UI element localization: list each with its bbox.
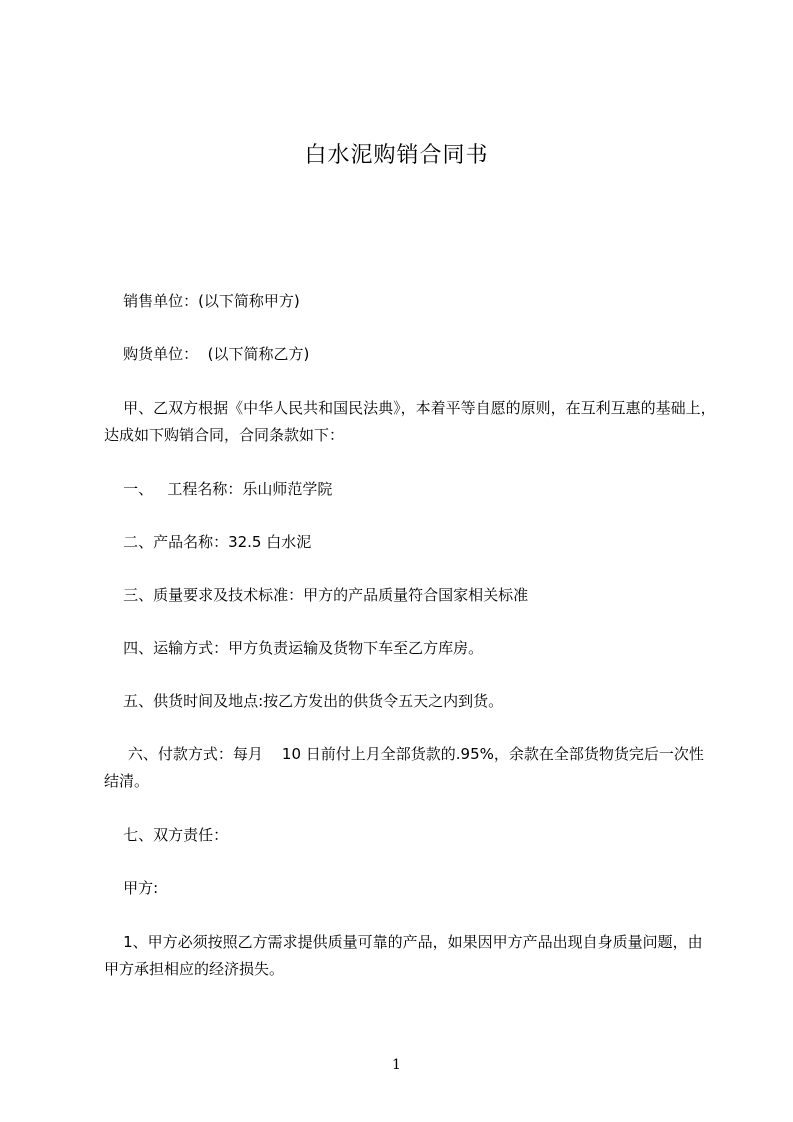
intro-paragraph: 甲、乙双方根据《中华人民共和国民法典》，本着平等自愿的原则，在互利互惠的基础上，达成如下购销合同，合同条款如下： xyxy=(104,399,716,444)
buyer-line: 购货单位： (以下简称乙方) xyxy=(104,345,310,363)
party-a-item: 1、甲方必须按照乙方需求提供质量可靠的产品，如果因甲方产品出现自身质量问题，由甲方承担相应的经济损失。 xyxy=(104,933,703,978)
party-a-heading: 甲方: xyxy=(104,879,159,897)
seller-line: 销售单位：(以下简称甲方) xyxy=(104,292,300,310)
document-title: 白水泥购销合同书 xyxy=(304,143,489,168)
clause-payment: 六、付款方式：每月 10 日前付上月全部货款的.95%，余款在全部货物货完后一次性结清。 xyxy=(104,745,704,790)
clause-delivery: 五、供货时间及地点:按乙方发出的供货令五天之内到货。 xyxy=(104,692,504,710)
clause-transport: 四、运输方式：甲方负责运输及货物下车至乙方库房。 xyxy=(104,639,484,657)
clause-quality: 三、质量要求及技术标准：甲方的产品质量符合国家相关标准 xyxy=(104,586,529,604)
clause-project-name: 一、 工程名称：乐山师范学院 xyxy=(104,480,333,498)
clause-product-name: 二、产品名称：32.5 白水泥 xyxy=(104,533,312,551)
clause-responsibilities: 七、双方责任： xyxy=(104,826,229,844)
page-number: 1 xyxy=(392,1057,401,1073)
